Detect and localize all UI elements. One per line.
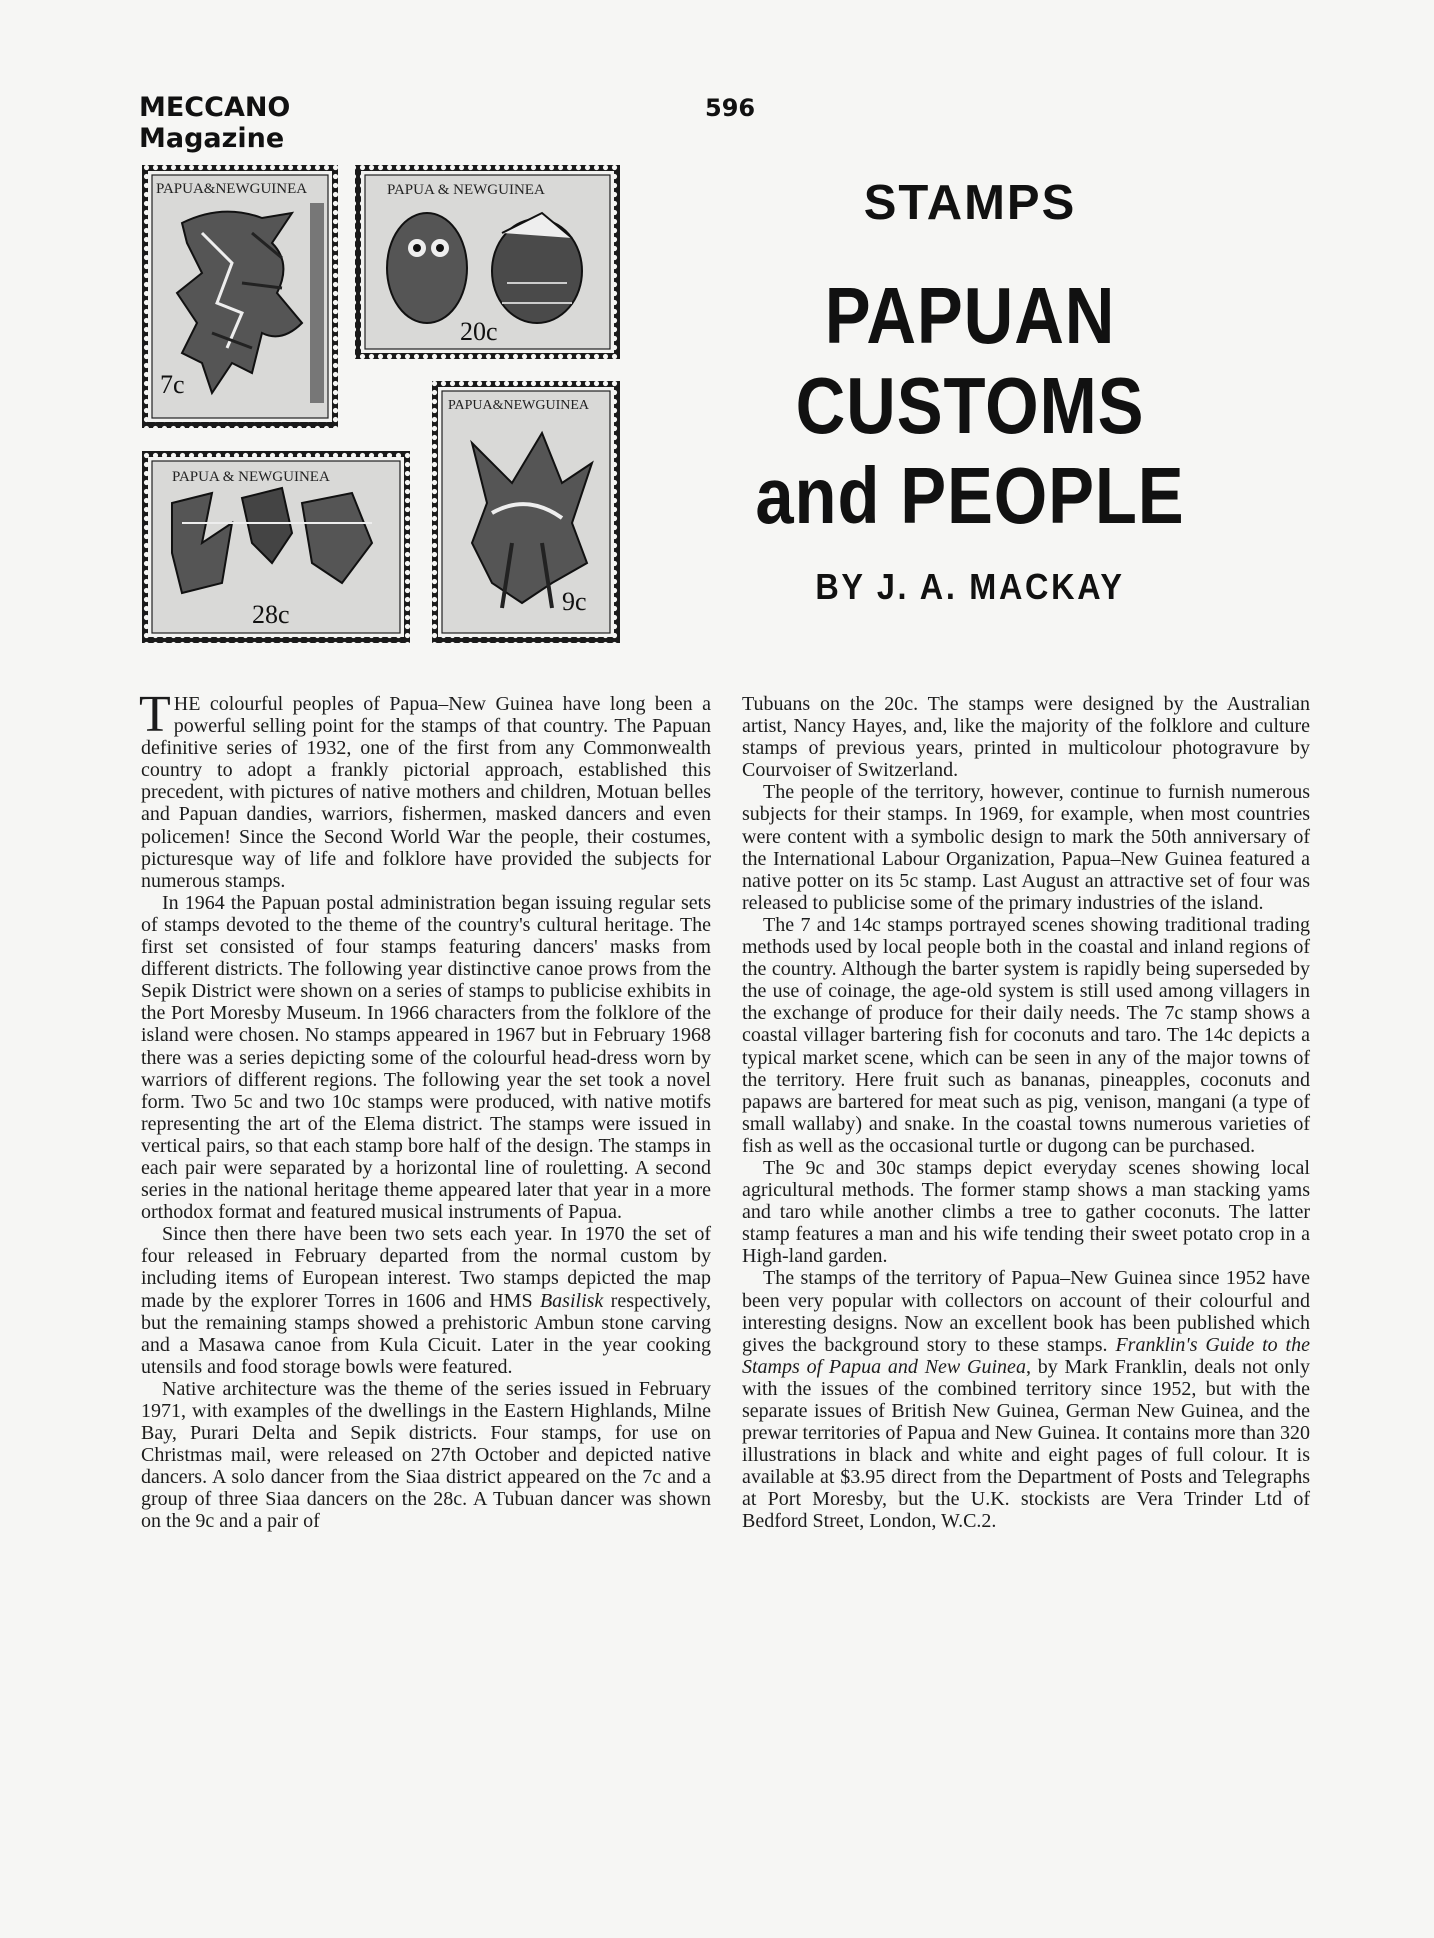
body-paragraph: THE colourful peoples of Papua–New Guinea have long been a powerful selling point for the stamps of that country. The Papuan definitive series of 1932, one of the first from any Commonwealth country to adopt a frankly pictorial approach, established this precedent, with pictures of native mothers and children, Motuan belles and Papuan dandies, warriors, fishermen, masked dancers and even policemen! Since the Second World War the people, their costumes, picturesque way of life and folklore have provided the subjects for numerous stamps. [139, 686, 711, 892]
stamp-20c [355, 165, 620, 359]
body-paragraph: The people of the territory, however, continue to furnish numerous subjects for their stamps. In 1969, for example, when most countries were content with a symbolic design to mark the 50th anniversary of the International Labour Organization, Papua–New Guinea featured a native potter on its 5c stamp. Last August an attractive set of four was released to publicise some of the primary industries of the island. [742, 781, 1310, 914]
body-paragraph: Since then there have been two sets each year. In 1970 the set of four released in February departed from the normal custom by including items of European interest. Two stamps depicted the map made by the explorer Torres in 1606 and HMS Basilisk respectively, but the remaining stamps showed a prehistoric Ambun stone carving and a Masawa canoe from Kula Cicuit. Later in the year cooking utensils and food storage bowls were featured. [141, 1223, 711, 1378]
stamp-9c-country: PAPUA&NEWGUINEA [448, 398, 590, 413]
byline: BY J. A. MACKAY [815, 566, 1125, 607]
body-paragraph: In 1964 the Papuan postal administration began issuing regular sets of stamps devoted to the theme of the country's cultural heritage. The first set consisted of four stamps featuring dancers' masks from different districts. The following year distinctive canoe prows from the Sepik District were shown on a series of stamps to publicise exhibits in the Port Moresby Museum. In 1966 characters from the folklore of the island were chosen. No stamps appeared in 1967 but in February 1968 there was a series depicting some of the colourful head-dress worn by warriors of different regions. The following year the set took a novel form. Two 5c and two 10c stamps were produced, with native motifs representing the art of the Elema district. The stamps were issued in vertical pairs, so that each stamp bore half of the design. The stamps in each pair were separated by a horizontal line of rouletting. A second series in the national heritage theme appeared later that year in a more orthodox format and featured musical instruments of Papua. [141, 891, 711, 1224]
body-column-left [139, 686, 711, 1533]
body-paragraph: The 7 and 14c stamps portrayed scenes showing traditional trading methods used by local people both in the coastal and inland regions of the country. Although the barter system is rapidly being superseded by the use of coinage, the age-old system is still used among villagers in the exchange of produce for their daily needs. The 7c stamp shows a coastal villager bartering fish for coconuts and taro. The 14c depicts a typical market scene, which can be seen in any of the major towns of the territory. Here fruit such as bananas, pineapples, coconuts and papaws are bartered for meat such as pig, venison, mangani (a type of small wallaby) and snake. In the coastal towns numerous varieties of fish as well as the occasional turtle or dugong can be purchased. [742, 913, 1310, 1157]
stamp-9c [432, 381, 620, 643]
drop-cap: T [139, 686, 171, 743]
article-headline [738, 271, 1202, 541]
headline-line-3: and PEOPLE [755, 451, 1185, 540]
stamp-20c-value: 20c [460, 317, 498, 346]
section-kicker: STAMPS [863, 176, 1077, 230]
masthead-subtitle: Magazine [139, 123, 285, 154]
headline-line-2: CUSTOMS [795, 361, 1145, 450]
body-paragraph: Tubuans on the 20c. The stamps were designed by the Australian artist, Nancy Hayes, and, like the majority of the folklore and culture stamps of previous years, printed in multicolour photogravure by Courvoiser of Switzerland. [742, 693, 1310, 782]
body-paragraph: The 9c and 30c stamps depict everyday scenes showing local agricultural methods. The former stamp shows a man stacking yams and taro while another climbs a tree to gather coconuts. The latter stamp features a man and his wife tending their sweet potato crop in a High-land garden. [742, 1156, 1310, 1268]
stamp-illustrations [142, 163, 622, 648]
body-column-right [742, 693, 1310, 1533]
body-paragraph: Native architecture was the theme of the series issued in February 1971, with examples of the dwellings in the Eastern Highlands, Milne Bay, Purari Delta and Sepik districts. Four stamps, for use on Christmas mail, were released on 27th October and depicted native dancers. A solo dancer from the Siaa district appeared on the 7c and a group of three Siaa dancers on the 28c. A Tubuan dancer was shown on the 9c and a pair of [141, 1377, 711, 1533]
stamp-28c-country: PAPUA & NEWGUINEA [172, 469, 330, 485]
stamp-9c-value: 9c [562, 587, 587, 616]
stamp-group-image [142, 163, 622, 643]
article-title-block [700, 170, 1240, 541]
stamp-28c-value: 28c [252, 600, 290, 629]
stamp-7c-value: 7c [160, 370, 185, 399]
page-number: 596 [705, 94, 756, 122]
stamp-7c-country: PAPUA&NEWGUINEA [156, 181, 308, 197]
body-paragraph: The stamps of the territory of Papua–New Guinea since 1952 have been very popular with collectors on account of their colourful and interesting designs. Now an excellent book has been published which gives the background story to these stamps. Franklin's Guide to the Stamps of Papua and New Guinea, by Mark Franklin, deals not only with the issues of the combined territory since 1952, but with the separate issues of British New Guinea, German New Guinea, and the prewar territories of Papua and New Guinea. It contains more than 320 illustrations in black and white and eight pages of full colour. It is available at $3.95 direct from the Department of Posts and Telegraphs at Port Moresby, but the U.K. stockists are Vera Trinder Ltd of Bedford Street, London, W.C.2. [742, 1267, 1310, 1533]
headline-line-1: PAPUAN [824, 271, 1116, 360]
stamp-20c-country: PAPUA & NEWGUINEA [387, 182, 545, 198]
stamp-7c [142, 165, 338, 428]
masthead [139, 92, 290, 154]
stamp-28c [142, 451, 410, 643]
masthead-title: MECCANO [139, 92, 291, 123]
